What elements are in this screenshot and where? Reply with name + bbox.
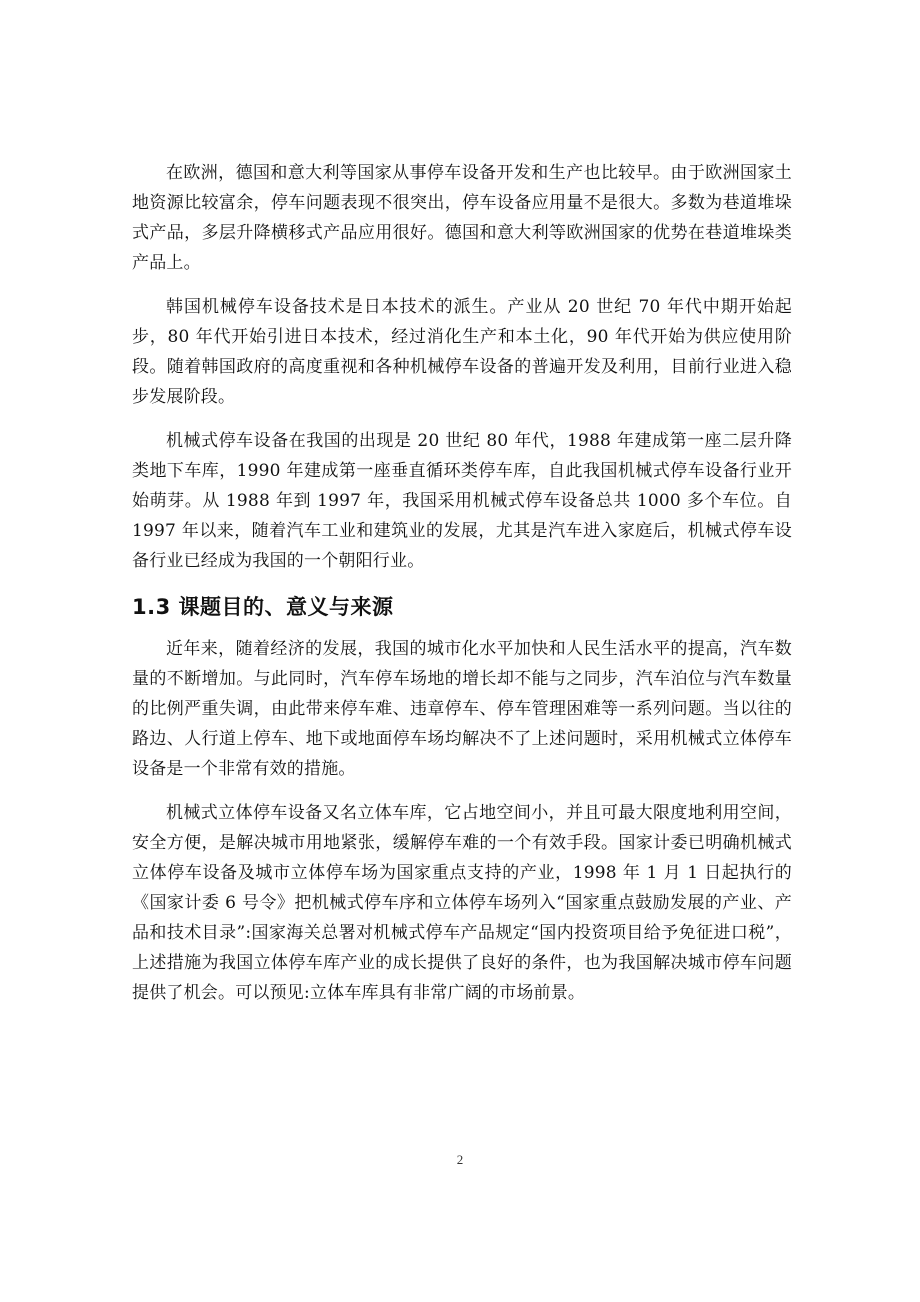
section-heading: 1.3 课题目的、意义与来源	[132, 595, 394, 619]
paragraph-purpose: 近年来，随着经济的发展，我国的城市化水平加快和人民生活水平的提高，汽车数量的不断增加。与此同时，汽车停车场地的增长却不能与之同步，汽车泊位与汽车数量的比例严重失调，由此带来停车难、违章停车、停车管理困难等一系列问题。当以往的路边、人行道上停车、地下或地面停车场均解决不了上述问题时，采用机械式立体停车设备是一个非常有效的措施。	[132, 639, 792, 779]
paragraph-korea: 韩国机械停车设备技术是日本技术的派生。产业从 20 世纪 70 年代中期开始起步，80 年代开始引进日本技术，经过消化生产和本土化，90 年代开始为供应使用阶段。随着韩国政府的高度重视和各种机械停车设备的普遍开发及利用，目前行业进入稳步发展阶段。	[132, 297, 792, 407]
paragraph-significance: 机械式立体停车设备又名立体车库，它占地空间小，并且可最大限度地利用空间，安全方便，是解决城市用地紧张，缓解停车难的一个有效手段。国家计委已明确机械式立体停车设备及城市立体停车场为国家重点支持的产业，1998 年 1 月 1 日起执行的《国家计委 6 号令》把机械式停车序和立体停车场列入“国家重点鼓励发展的产业、产品和技术目录”:国家海关总署对机械式停车产品规定“国内投资项目给予免征进口税”，上述措施为我国立体停车库产业的成长提供了良好的条件，也为我国解决城市停车问题提供了机会。可以预见:立体车库具有非常广阔的市场前景。	[132, 803, 792, 1003]
paragraph-china: 机械式停车设备在我国的出现是 20 世纪 80 年代，1988 年建成第一座二层升降类地下车库，1990 年建成第一座垂直循环类停车库，自此我国机械式停车设备行业开始萌芽。从 1988 年到 1997 年，我国采用机械式停车设备总共 1000 多个车位。自 1997 年以来，随着汽车工业和建筑业的发展，尤其是汽车进入家庭后，机械式停车设备行业已经成为我国的一个朝阳行业。	[132, 431, 792, 571]
paragraph-europe: 在欧洲，德国和意大利等国家从事停车设备开发和生产也比较早。由于欧洲国家土地资源比较富余，停车问题表现不很突出，停车设备应用量不是很大。多数为巷道堆垛式产品，多层升降横移式产品应用很好。德国和意大利等欧洲国家的优势在巷道堆垛类产品上。	[132, 163, 792, 273]
document-page	[132, 158, 792, 1022]
page-number: 2	[456, 1152, 464, 1167]
